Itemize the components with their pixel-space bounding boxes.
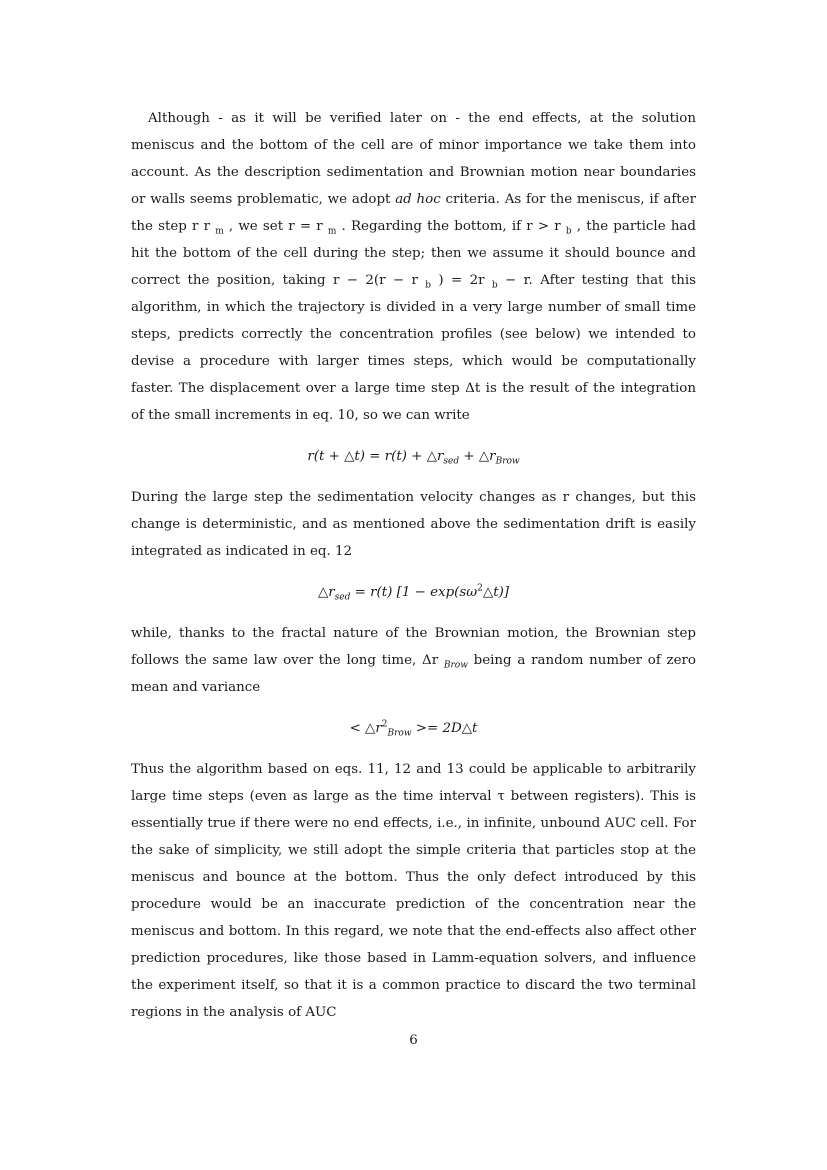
paragraph-sedimentation: During the large step the sedimentation velocity changes as r changes, but this change is deterministic, and as mentioned above the sedimentation drift is easily integrated as indicated in eq. 12 — [131, 490, 696, 559]
paragraph-brownian: while, thanks to the fractal nature of the Brownian motion, the Brownian step follows the same law over the long time, Δr $_{Brow}$ being a random number of zero mean and variance — [131, 626, 696, 695]
paragraph-algorithm: Thus the algorithm based on eqs. 11, 12 and 13 could be applicable to arbitrarily large time steps (even as large as the time interval τ between registers). This is essentially true if there were no end effects, i.e., in infinite, unbound AUC cell. For the sake of simplicity, we still adopt the simple criteria that particles stop at the meniscus and bounce at the bottom. Thus the only defect introduced by this procedure would be an inaccurate prediction of the concentration near the meniscus and bottom. In this regard, we note that the end-effects also affect other prediction procedures, like those based in Lamm-equation solvers, and influence the experiment itself, so that it is a common practice to discard the two terminal regions in the analysis of AUC — [131, 762, 696, 1020]
paragraph-end-effects: Although - as it will be verified later on - the end effects, at the solution meniscus and the bottom of the cell are of minor importance we take them into account. As the description sedimentation and Brownian motion near boundaries or walls seems problematic, we adopt ad hoc criteria. As for the meniscus, if after the step r r $_m$ , we set r = r $_m$ . Regarding the bottom, if r > r $_b$ , the particle had hit the bottom of the cell during the step; then we assume it should bounce and correct the position, taking r − 2(r − r $_b$ ) = 2r $_b$ − r. After testing that this algorithm, in which the trajectory is divided in a very large number of small time steps, predicts correctly the concentration profiles (see below) we intended to devise a procedure with larger times steps, which would be computationally faster. The displacement over a large time step Δt is the result of the integration of the small increments in eq. 10, so we can write — [131, 111, 697, 423]
equation-11: r(t + △t) = $r(t) + \triangle r_{sed}$ + $\triangle r_{Brow}$ — [307, 449, 520, 467]
ad-hoc-italic: ad hoc — [395, 192, 441, 207]
equation-13: < $\triangle r^2_{Brow}$ >= 2D△t — [349, 719, 478, 739]
page-number: 6 — [409, 1033, 418, 1048]
equation-12: $\triangle r_{sed} = r(t) [1$ − $\exp(s\omega^2\triangle t)$] — [317, 583, 510, 603]
page-body — [131, 105, 696, 1026]
